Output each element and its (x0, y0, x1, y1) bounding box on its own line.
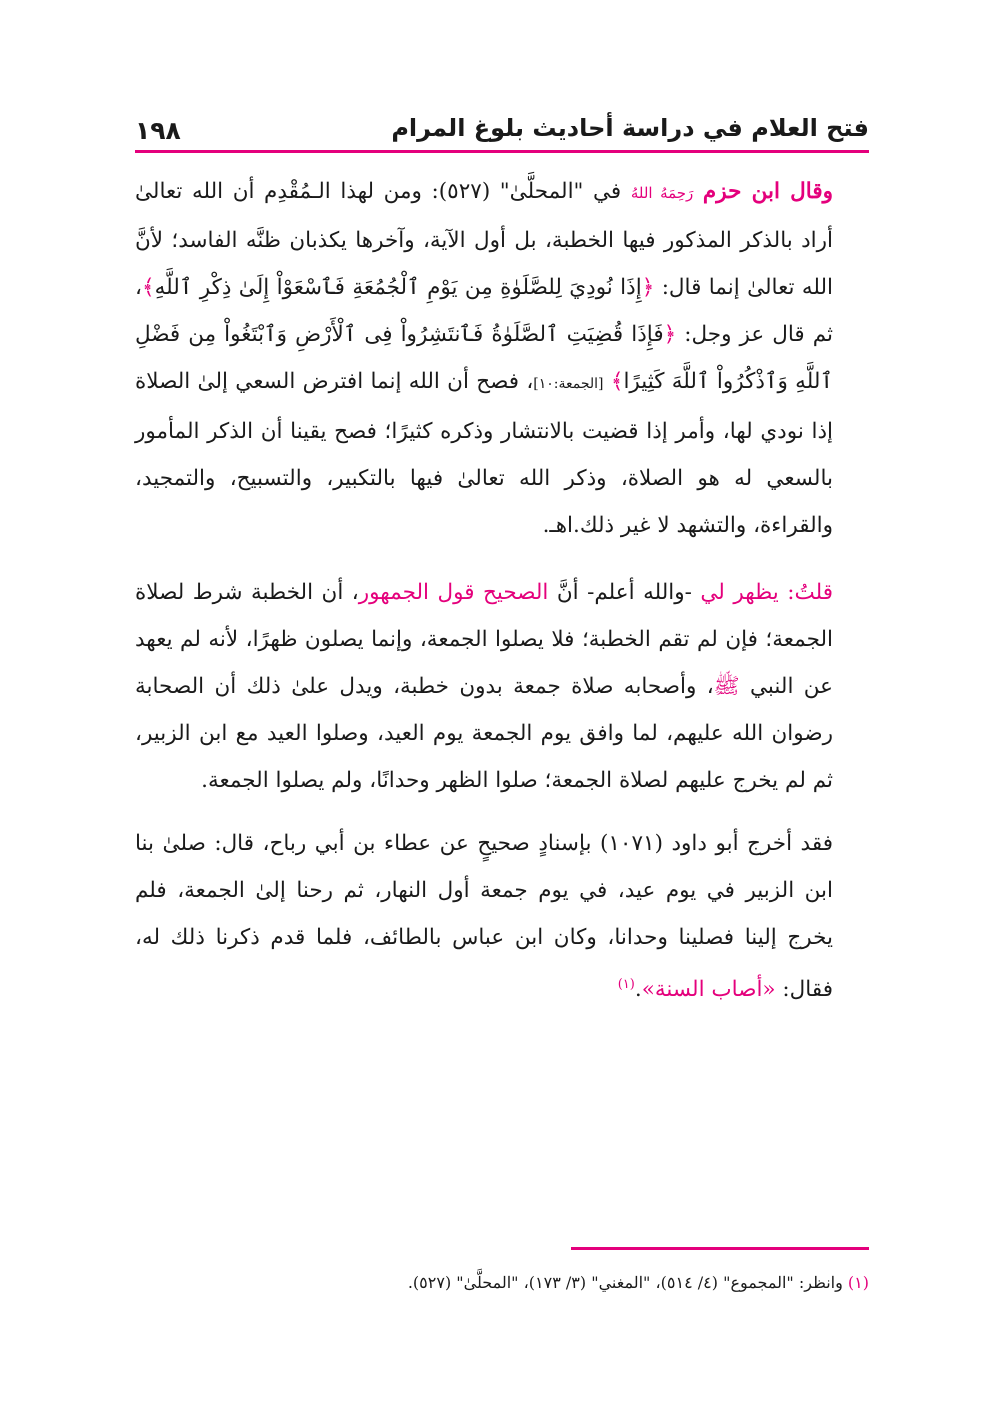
page-number: ١٩٨ (135, 116, 181, 145)
quran-verse-2: فَإِذَا قُضِيَتِ ٱلصَّلَوٰةُ فَٱنتَشِرُواْ فِى ٱلْأَرْضِ وَٱبْتَغُواْ مِن فَضْلِ ٱللَّهِ وَٱذْكُرُواْ ٱللَّهَ كَثِيرًا (135, 322, 833, 394)
speaker-name: وقال ابن حزم (702, 179, 833, 204)
verse-reference: [الجمعة:١٠] (533, 376, 604, 392)
hadith-text: فقد أخرج أبو داود (١٠٧١) بإسنادٍ صحيحٍ عن عطاء بن أبي رباح، قال: صلىٰ بنا ابن الزبير في يوم عيد، في يوم جمعة أول النهار، ثم رحنا إلىٰ الجمعة، فلم يخرج إلينا فصلينا وحدانا، وكان ابن عباس بالطائف، فلما قدم ذكرنا ذلك له، فقال: (135, 831, 833, 1003)
author-label: قلتُ: يظهر لي (700, 580, 833, 605)
footnote-rule (571, 1247, 869, 1250)
hadith-quote: «أصاب السنة» (641, 977, 783, 1003)
paragraph-ibn-hazm (135, 168, 869, 549)
page-body (135, 168, 869, 1013)
quran-brace-close: ﴾ (141, 275, 155, 300)
conclusion-text: ، فصح أن الله إنما افترض السعي إلىٰ الصلاة إذا نودي لها، وأمر إذا قضيت بالانتشار وذكره كثيرًا؛ فصح يقينا أن الذكر المأمور بالسعي له هو الصلاة، وذكر الله تعالىٰ فيها بالتكبير، والتسبيح، والتمجيد، والقراءة، والتشهد لا غير ذلك.اهـ. (135, 369, 833, 538)
footnote-number: (١) (847, 1273, 869, 1292)
highlighted-ruling: الصحيح قول الجمهور (358, 580, 549, 605)
header-rule (135, 150, 869, 153)
aside-text: -والله أعلم- أنَّ (548, 580, 701, 605)
ruling-text-2: ، وأصحابه صلاة جمعة بدون خطبة، ويدل علىٰ ذلك أن الصحابة رضوان الله عليهم، لما وافق يوم الجمعة يوم العيد، وصلوا العيد مع ابن الزبير، ثم لم يخرج عليهم لصلاة الجمعة؛ صلوا الظهر وحدانًا، ولم يصلوا الجمعة. (135, 674, 833, 793)
hadith-end: . (634, 977, 642, 1003)
quran-verse-1: إِذَا نُودِيَ لِلصَّلَوٰةِ مِن يَوْمِ ٱلْجُمُعَةِ فَٱسْعَوْاْ إِلَىٰ ذِكْرِ ٱللَّهِ (154, 275, 642, 300)
intro-text: في "المحلَّىٰ" (٥٢٧): ومن لهذا الـمُقْدِم أن الله تعالىٰ أراد بالذكر المذكور فيها الخطبة، بل أول الآية، وآخرها يكذبان ظنَّه الفاسد؛ لأنَّ الله تعالىٰ إنما قال: (135, 179, 834, 300)
page-header (135, 108, 869, 152)
footnote-text: وانظر: "المجموع" (٤/ ٥١٤)، "المغني" (٣/ ١٧٣)، "المحلَّىٰ" (٥٢٧). (407, 1273, 848, 1292)
footnote-marker: (١) (617, 977, 635, 992)
quran-brace-open: ﴿ (641, 275, 655, 300)
paragraph-author-opinion (135, 569, 869, 804)
salutation-glyph: ﷺ (713, 674, 751, 699)
paragraph-abu-dawud (135, 820, 869, 1013)
honorific: رَحِمَهُ اللهُ (630, 184, 694, 202)
quran-brace-open-2: ﴿ (663, 322, 677, 347)
ruling-text: ، أن الخطبة شرط لصلاة الجمعة؛ فإن لم تقم الخطبة؛ فلا يصلوا الجمعة، وإنما يصلون ظهرًا، لأنه لم يعهد عن النبي (135, 580, 833, 699)
mid-text: ، ثم قال عز وجل: (135, 275, 833, 347)
running-title: فتح العلام في دراسة أحاديث بلوغ المرام (391, 114, 869, 142)
quran-brace-close-2: ﴾ (610, 369, 624, 394)
footnote (135, 1268, 869, 1298)
